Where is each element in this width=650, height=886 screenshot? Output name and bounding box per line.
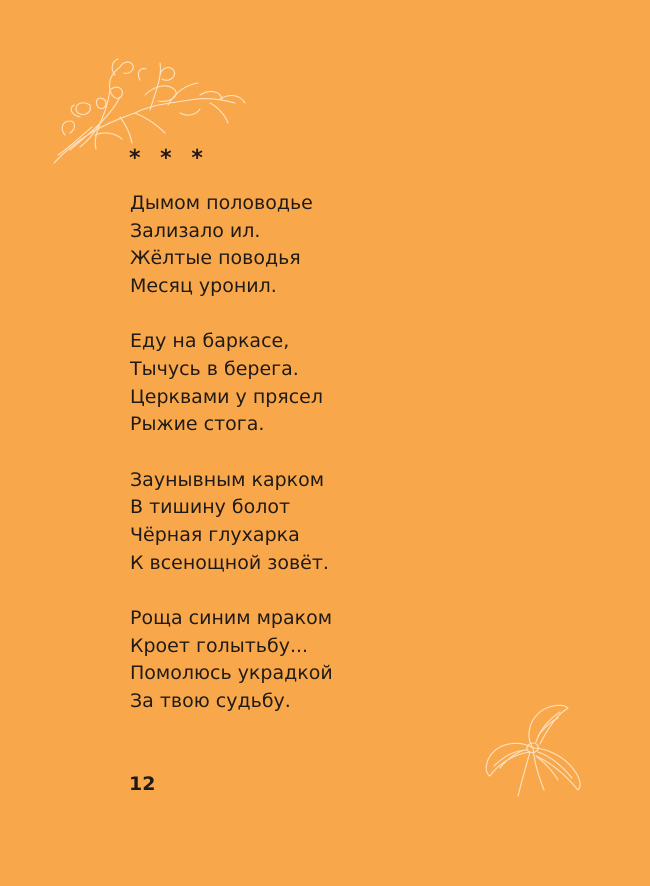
poem — [130, 190, 460, 716]
poem-line: Жёлтые поводья — [130, 247, 301, 270]
page-number: 12 — [129, 773, 156, 795]
poem-line: Еду на баркасе, — [130, 330, 290, 353]
poem-line: Кроет голытьбу... — [130, 634, 309, 657]
poem-line: Роща синим мраком — [130, 606, 333, 629]
poem-line: Месяц уронил. — [130, 275, 277, 298]
poem-line: К всенощной зовёт. — [130, 551, 329, 574]
poem-line: Рыжие стога. — [130, 413, 265, 436]
poem-line: Помолюсь украдкой — [130, 662, 333, 685]
poem-stanza — [130, 328, 460, 439]
poem-line: За твою судьбу. — [130, 690, 291, 713]
poem-line: В тишину болот — [130, 496, 291, 519]
poem-line: Заунывным карком — [130, 468, 325, 491]
maple-seed-illustration — [478, 700, 588, 805]
stanza-separator: * * * — [129, 146, 209, 171]
poem-line: Дымом половодье — [130, 192, 313, 214]
poem-stanza — [130, 605, 460, 716]
poem-line: Чёрная глухарка — [130, 524, 300, 547]
poem-line: Зализало ил. — [130, 219, 261, 242]
poem-line: Церквами у прясел — [130, 385, 324, 408]
poem-line: Тычусь в берега. — [130, 358, 299, 381]
poem-stanza — [130, 190, 460, 301]
poem-stanza — [130, 467, 460, 578]
